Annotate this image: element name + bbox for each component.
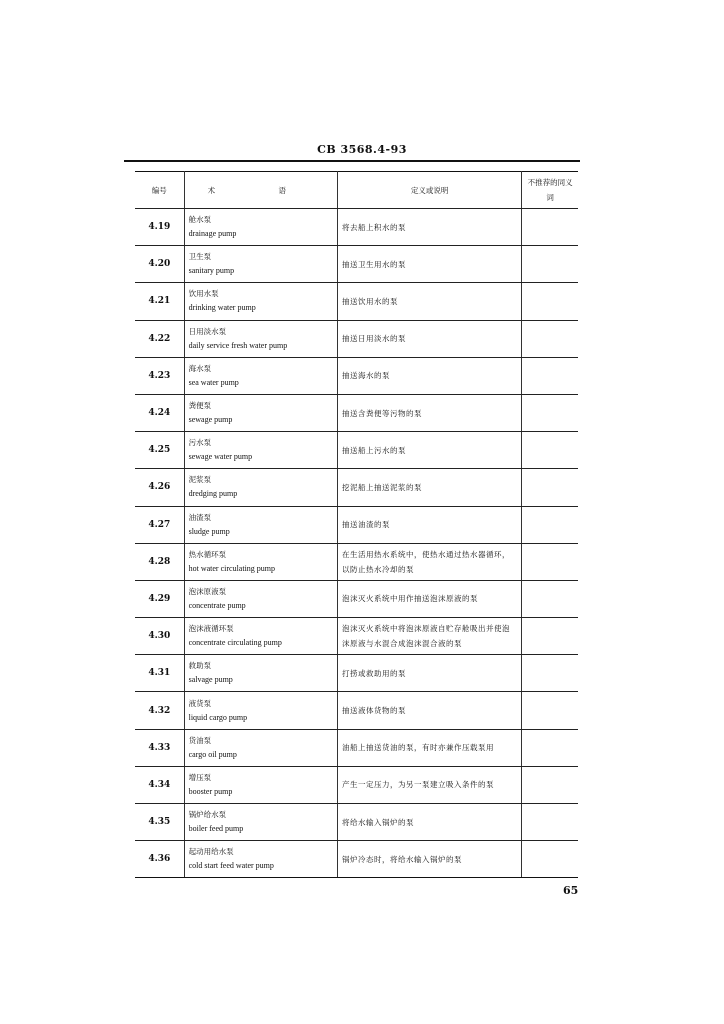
term-cell — [184, 692, 337, 729]
term-chinese: 救助泵 — [188, 661, 212, 671]
term-cell — [184, 357, 337, 394]
term-cell — [184, 432, 337, 469]
table-row — [135, 729, 578, 766]
table-row — [135, 506, 578, 543]
term-definition: 抽送船上污水的泵 — [338, 432, 522, 469]
table-row — [135, 209, 578, 246]
term-definition: 打捞或救助用的泵 — [338, 655, 522, 692]
term-definition: 抽送液体货物的泵 — [338, 692, 522, 729]
term-definition: 将去船上积水的泵 — [338, 209, 522, 246]
table-row — [135, 692, 578, 729]
term-chinese: 污水泵 — [188, 438, 212, 448]
not-recommended-synonym — [522, 655, 578, 692]
term-number: 4.22 — [135, 320, 184, 357]
term-chinese: 舱水泵 — [188, 215, 212, 225]
term-english: liquid cargo pump — [188, 712, 248, 722]
term-english: drinking water pump — [188, 303, 256, 313]
not-recommended-synonym — [522, 580, 578, 617]
term-english: concentrate circulating pump — [188, 638, 282, 648]
table-row — [135, 580, 578, 617]
header-number: 编号 — [135, 172, 184, 209]
term-chinese: 泥浆泵 — [188, 475, 212, 485]
term-chinese: 日用淡水泵 — [188, 326, 227, 336]
header-not-recommended: 不推荐的同义词 — [522, 172, 578, 209]
not-recommended-synonym — [522, 841, 578, 878]
not-recommended-synonym — [522, 692, 578, 729]
term-definition: 抽送饮用水的泵 — [338, 283, 522, 320]
term-cell — [184, 469, 337, 506]
term-cell — [184, 283, 337, 320]
term-chinese: 起动用给水泵 — [188, 847, 234, 857]
term-number: 4.31 — [135, 655, 184, 692]
term-cell — [184, 841, 337, 878]
term-english: sewage pump — [188, 415, 233, 425]
term-cell — [184, 506, 337, 543]
term-english: drainage pump — [188, 229, 237, 239]
term-chinese: 饮用水泵 — [188, 289, 219, 299]
term-number: 4.32 — [135, 692, 184, 729]
term-definition: 产生一定压力，为另一泵建立吸入条件的泵 — [338, 766, 522, 803]
table-row — [135, 357, 578, 394]
term-english: hot water circulating pump — [188, 563, 276, 573]
page-number: 65 — [563, 884, 579, 897]
term-english: salvage pump — [188, 675, 233, 685]
term-cell — [184, 394, 337, 431]
term-chinese: 卫生泵 — [188, 252, 212, 262]
term-chinese: 锅炉给水泵 — [188, 810, 227, 820]
term-chinese: 热水循环泵 — [188, 549, 227, 559]
term-cell — [184, 543, 337, 580]
table-row — [135, 655, 578, 692]
term-definition: 抽送油渣的泵 — [338, 506, 522, 543]
term-english: daily service fresh water pump — [188, 340, 288, 350]
term-definition: 挖泥船上抽送泥浆的泵 — [338, 469, 522, 506]
standard-code-header: CB 3568.4-93 — [317, 143, 407, 156]
header-definition: 定义或说明 — [338, 172, 522, 209]
term-chinese: 货油泵 — [188, 735, 212, 745]
not-recommended-synonym — [522, 506, 578, 543]
term-definition: 抽送含粪便等污物的泵 — [338, 394, 522, 431]
term-cell — [184, 580, 337, 617]
term-number: 4.29 — [135, 580, 184, 617]
not-recommended-synonym — [522, 804, 578, 841]
table-row — [135, 841, 578, 878]
not-recommended-synonym — [522, 729, 578, 766]
term-number: 4.27 — [135, 506, 184, 543]
table-row — [135, 469, 578, 506]
term-number: 4.20 — [135, 246, 184, 283]
table-header-row — [135, 172, 578, 209]
term-number: 4.35 — [135, 804, 184, 841]
not-recommended-synonym — [522, 320, 578, 357]
term-number: 4.36 — [135, 841, 184, 878]
term-chinese: 液货泵 — [188, 698, 212, 708]
table-row — [135, 432, 578, 469]
term-english: booster pump — [188, 786, 233, 796]
term-definition: 将给水输入锅炉的泵 — [338, 804, 522, 841]
term-english: cold start feed water pump — [188, 861, 274, 871]
term-number: 4.23 — [135, 357, 184, 394]
term-english: sludge pump — [188, 526, 230, 536]
term-number: 4.19 — [135, 209, 184, 246]
header-rule — [124, 160, 580, 162]
term-chinese: 泡沫液循环泵 — [188, 624, 234, 634]
term-chinese: 海水泵 — [188, 363, 212, 373]
term-number: 4.33 — [135, 729, 184, 766]
term-cell — [184, 246, 337, 283]
not-recommended-synonym — [522, 209, 578, 246]
term-cell — [184, 209, 337, 246]
table-row — [135, 543, 578, 580]
term-cell — [184, 729, 337, 766]
table-row — [135, 283, 578, 320]
table-row — [135, 804, 578, 841]
term-number: 4.28 — [135, 543, 184, 580]
term-definition: 抽送海水的泵 — [338, 357, 522, 394]
term-cell — [184, 618, 337, 655]
header-term: 术 语 — [184, 172, 337, 209]
not-recommended-synonym — [522, 357, 578, 394]
term-definition: 锅炉冷态时，将给水输入锅炉的泵 — [338, 841, 522, 878]
term-chinese: 增压泵 — [188, 772, 212, 782]
term-number: 4.24 — [135, 394, 184, 431]
term-number: 4.26 — [135, 469, 184, 506]
term-english: dredging pump — [188, 489, 238, 499]
term-definition: 抽送日用淡水的泵 — [338, 320, 522, 357]
not-recommended-synonym — [522, 394, 578, 431]
term-cell — [184, 655, 337, 692]
not-recommended-synonym — [522, 618, 578, 655]
terms-table — [135, 171, 578, 878]
table-row — [135, 246, 578, 283]
term-english: sewage water pump — [188, 452, 253, 462]
term-english: sea water pump — [188, 377, 239, 387]
term-english: cargo oil pump — [188, 749, 237, 759]
term-cell — [184, 804, 337, 841]
not-recommended-synonym — [522, 432, 578, 469]
table-row — [135, 618, 578, 655]
term-chinese: 油渣泵 — [188, 512, 212, 522]
not-recommended-synonym — [522, 766, 578, 803]
term-definition: 油船上抽送货油的泵，有时亦兼作压载泵用 — [338, 729, 522, 766]
term-english: concentrate pump — [188, 600, 246, 610]
term-cell — [184, 766, 337, 803]
not-recommended-synonym — [522, 246, 578, 283]
table-row — [135, 394, 578, 431]
term-chinese: 粪便泵 — [188, 401, 212, 411]
term-english: boiler feed pump — [188, 824, 244, 834]
term-definition: 泡沫灭火系统中将泡沫原液自贮存舱吸出并使泡沫原液与水混合成泡沫混合液的泵 — [338, 618, 522, 655]
not-recommended-synonym — [522, 283, 578, 320]
table-row — [135, 766, 578, 803]
not-recommended-synonym — [522, 469, 578, 506]
term-chinese: 泡沫原液泵 — [188, 586, 227, 596]
term-definition: 抽送卫生用水的泵 — [338, 246, 522, 283]
term-cell — [184, 320, 337, 357]
term-number: 4.34 — [135, 766, 184, 803]
not-recommended-synonym — [522, 543, 578, 580]
term-number: 4.30 — [135, 618, 184, 655]
term-english: sanitary pump — [188, 266, 235, 276]
term-number: 4.21 — [135, 283, 184, 320]
term-definition: 泡沫灭火系统中用作抽送泡沫原液的泵 — [338, 580, 522, 617]
table-row — [135, 320, 578, 357]
term-number: 4.25 — [135, 432, 184, 469]
term-definition: 在生活用热水系统中，使热水通过热水器循环，以防止热水冷却的泵 — [338, 543, 522, 580]
